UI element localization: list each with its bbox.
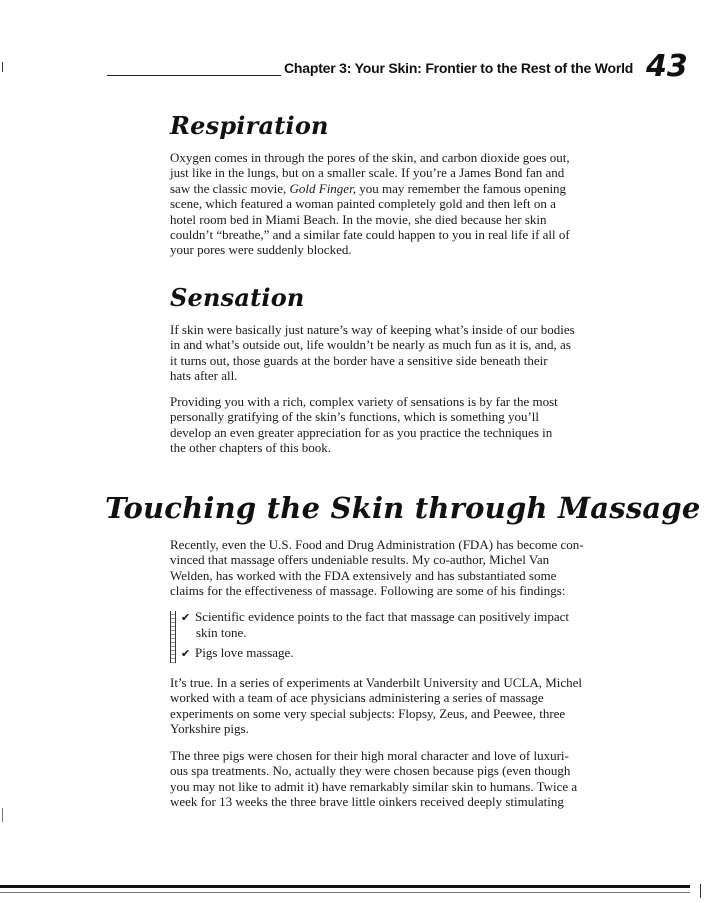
- text-line: It’s true. In a series of experiments at Vanderbilt University and UCLA, Michel: [170, 675, 583, 690]
- paragraph-massage-1: [170, 537, 620, 599]
- page-number: 43: [646, 49, 688, 84]
- text-line: it turns out, those guards at the border have a sensitive side beneath their: [170, 352, 548, 368]
- text-line: your pores were suddenly blocked.: [170, 242, 352, 258]
- text-line: [181, 609, 569, 625]
- heading-respiration: Respiration: [170, 111, 329, 140]
- text-run: saw the classic movie,: [170, 180, 290, 196]
- footer-rule: [0, 885, 690, 888]
- text-line: The three pigs were chosen for their high moral character and love of luxuri-: [170, 748, 569, 763]
- list-item: [181, 645, 294, 661]
- text-line: claims for the effectiveness of massage. Following are some of his findings:: [170, 583, 566, 599]
- paragraph-massage-2: [170, 675, 620, 737]
- text-line: [170, 181, 620, 196]
- paragraph-sensation-2: [170, 394, 620, 456]
- text-line: develop an even greater appreciation for as you practice the techniques in: [170, 424, 553, 440]
- text-line: hats after all.: [170, 368, 238, 384]
- footer-rule-thin: [0, 892, 690, 893]
- text-line: experiments on some very special subjects: Flopsy, Zeus, and Peewee, three: [170, 705, 566, 721]
- text-line: skin tone.: [196, 625, 247, 641]
- text-line: Welden, has worked with the FDA extensively and has substantiated some: [170, 567, 557, 583]
- text-line: [181, 645, 294, 661]
- heading-sensation: Sensation: [170, 283, 305, 312]
- text-line: Yorkshire pigs.: [170, 721, 249, 737]
- text-line: the other chapters of this book.: [170, 440, 332, 456]
- list-item: [181, 609, 569, 641]
- paragraph-respiration: [170, 150, 620, 258]
- text-line: If skin were basically just nature’s way of keeping what’s inside of our bodies: [170, 322, 575, 337]
- scan-mark: [2, 62, 3, 72]
- text-line: worked with a team of ace physicians administering a series of massage: [170, 690, 544, 706]
- text-line: personally gratifying of the skin’s functions, which is something you’ll: [170, 409, 540, 425]
- movie-title: Gold Finger,: [289, 180, 356, 196]
- paragraph-sensation-1: [170, 322, 620, 384]
- text-run: you may remember the famous opening: [355, 180, 567, 196]
- heading-massage: Touching the Skin through Massage: [105, 491, 701, 525]
- text-line: Providing you with a rich, complex variety of sensations is by far the most: [170, 394, 558, 409]
- text-line: ous spa treatments. No, actually they were chosen because pigs (even though: [170, 763, 571, 779]
- text-line: couldn’t “breathe,” and a similar fate could happen to you in real life if all of: [170, 227, 570, 243]
- scan-mark: [2, 808, 3, 822]
- text-line: in and what’s outside out, life wouldn’t be nearly as much fun as it is, and, as: [170, 337, 571, 353]
- header-rule: [107, 75, 281, 76]
- text-line: scene, which featured a woman painted completely gold and then left on a: [170, 196, 556, 212]
- scan-mark: [700, 884, 701, 898]
- text-line: you may not like to admit it) have remarkably similar skin to humans. Twice a: [170, 778, 578, 794]
- text-line: Recently, even the U.S. Food and Drug Administration (FDA) has become con-: [170, 537, 584, 552]
- text-run: Pigs love massage.: [195, 645, 294, 660]
- chapter-title: Chapter 3: Your Skin: Frontier to the Rest of the World: [284, 60, 634, 76]
- checkmark-icon: ✔: [181, 611, 191, 624]
- checkmark-icon: ✔: [181, 647, 191, 660]
- text-line: Oxygen comes in through the pores of the skin, and carbon dioxide goes out,: [170, 150, 570, 165]
- text-line: hotel room bed in Miami Beach. In the movie, she died because her skin: [170, 211, 547, 227]
- text-line: week for 13 weeks the three brave little oinkers received deeply stimulating: [170, 794, 564, 810]
- paragraph-massage-3: [170, 748, 620, 810]
- text-line: vinced that massage offers undeniable results. My co-author, Michel Van: [170, 552, 550, 568]
- text-run: Scientific evidence points to the fact that massage can positively impact: [195, 609, 569, 624]
- text-line: just like in the lungs, but on a smaller scale. If you’re a James Bond fan and: [170, 165, 565, 181]
- list-margin-bar: [170, 611, 176, 663]
